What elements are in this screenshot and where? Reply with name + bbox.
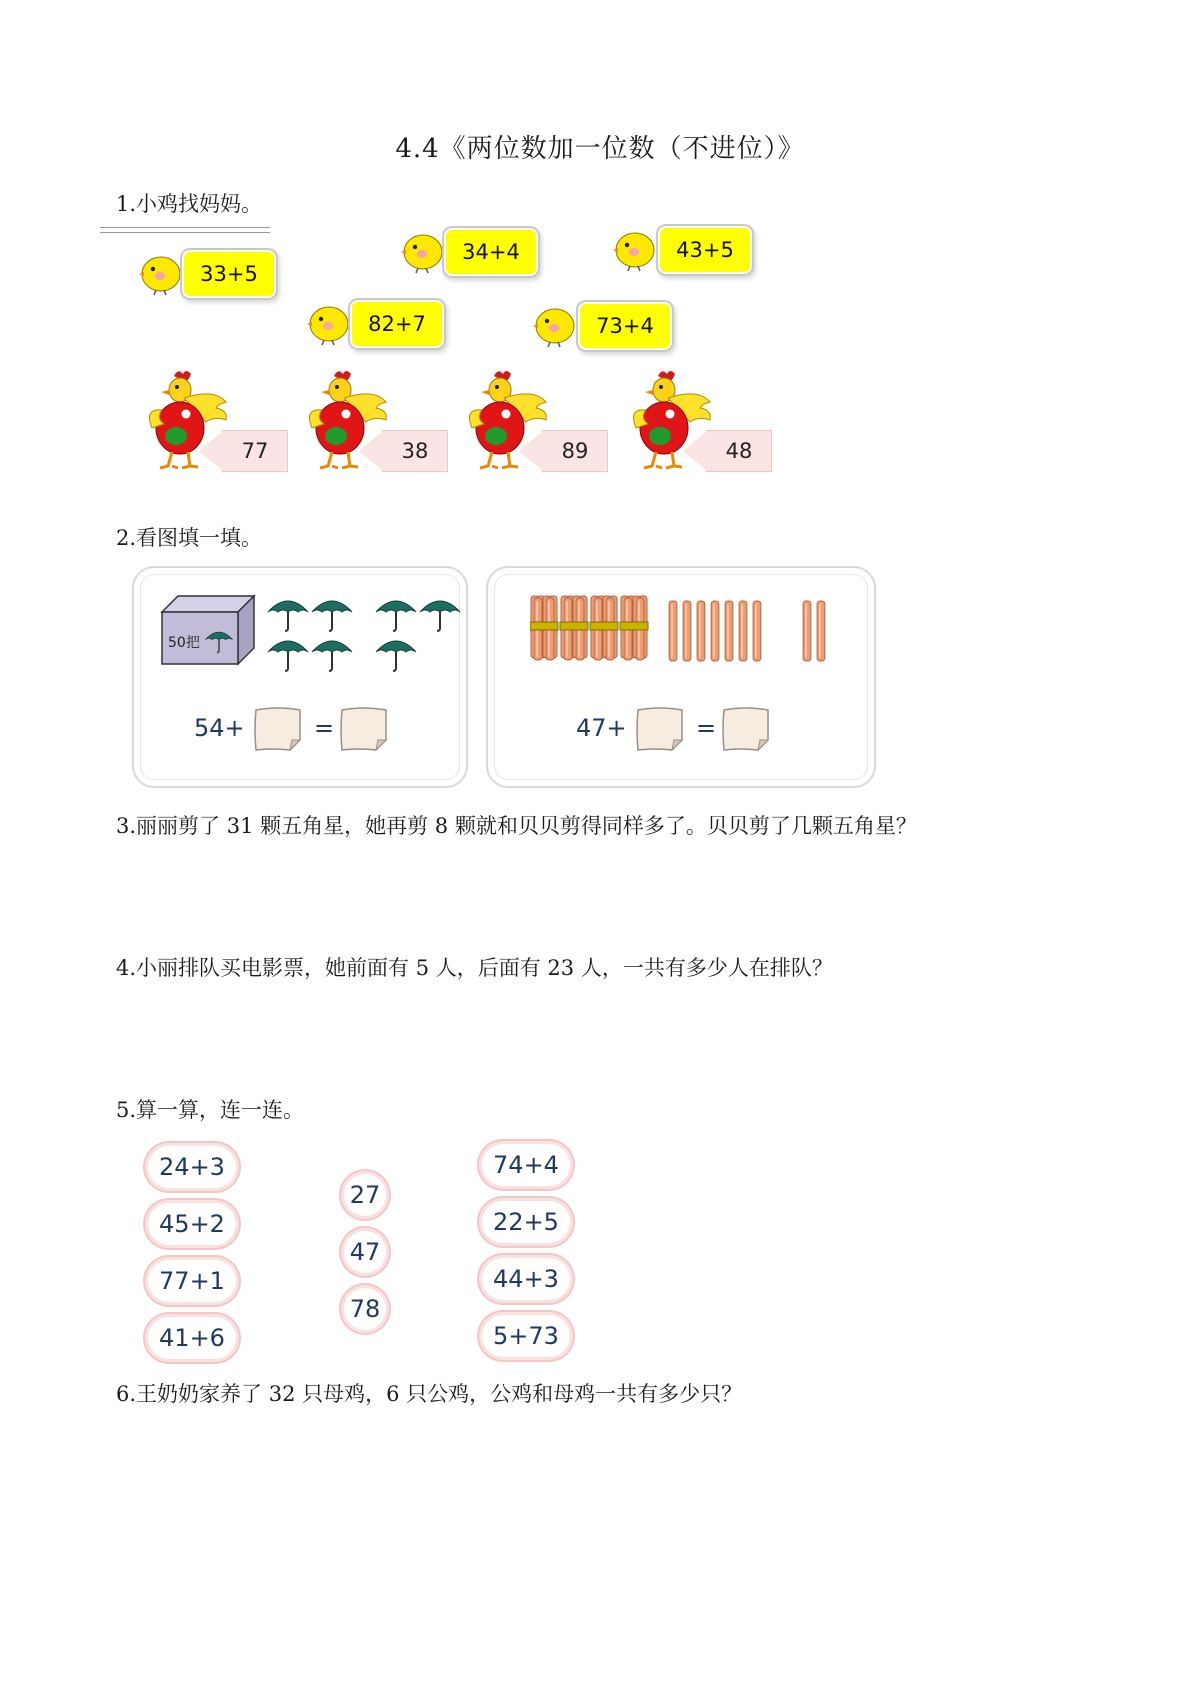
left-equation-1[interactable]: 24+3 [148, 1146, 236, 1188]
chick-icon [306, 300, 352, 346]
chick-equation-3: 43+5 [660, 228, 750, 272]
hen-number-4: 48 [706, 430, 772, 472]
equals-sign: = [314, 714, 335, 742]
answer-box[interactable] [720, 706, 772, 752]
chick-icon [612, 226, 658, 272]
equation-prefix: 47+ [576, 714, 627, 742]
answer-circle-1[interactable]: 27 [344, 1174, 386, 1216]
left-equation-3[interactable]: 77+1 [148, 1260, 236, 1302]
right-equation-1[interactable]: 74+4 [482, 1144, 570, 1186]
answer-circle-3[interactable]: 78 [344, 1288, 386, 1330]
question-4-text: 4.小丽排队买电影票，她前面有 5 人，后面有 23 人，一共有多少人在排队？ [116, 956, 833, 980]
right-equation-4[interactable]: 5+73 [482, 1315, 570, 1357]
umbrella-icon [418, 596, 462, 632]
umbrella-icon [374, 636, 418, 672]
right-equation-3[interactable]: 44+3 [482, 1258, 570, 1300]
hen-number-2: 38 [382, 430, 448, 472]
equation-prefix: 54+ [194, 714, 245, 742]
question-3-text: 3.丽丽剪了 31 颗五角星，她再剪 8 颗就和贝贝剪得同样多了。贝贝剪了几颗五角星？ [116, 814, 917, 838]
chick-equation-5: 73+4 [580, 304, 670, 348]
answer-box[interactable] [252, 706, 304, 752]
answer-box[interactable] [634, 706, 686, 752]
counting-sticks-icon [530, 594, 830, 668]
question-6-text: 6.王奶奶家养了 32 只母鸡，6 只公鸡，公鸡和母鸡一共有多少只？ [116, 1382, 743, 1406]
umbrella-box-icon [160, 594, 256, 666]
page-title: 4.4《两位数加一位数（不进位）》 [395, 134, 805, 164]
hen-number-3: 89 [542, 430, 608, 472]
question-2-label: 2.看图填一填。 [116, 526, 263, 550]
chick-equation-2: 34+4 [446, 230, 536, 274]
umbrella-icon [266, 596, 310, 632]
umbrella-icon [374, 596, 418, 632]
answer-box[interactable] [338, 706, 390, 752]
umbrella-icon [310, 596, 354, 632]
box-label: 50把 [168, 635, 200, 651]
double-underline [100, 227, 270, 233]
umbrella-icon [310, 636, 354, 672]
question-5-label: 5.算一算，连一连。 [116, 1098, 305, 1122]
left-equation-4[interactable]: 41+6 [148, 1317, 236, 1359]
left-equation-2[interactable]: 45+2 [148, 1203, 236, 1245]
chick-icon [400, 228, 446, 274]
answer-circle-2[interactable]: 47 [344, 1231, 386, 1273]
chick-equation-1: 33+5 [184, 252, 274, 296]
equals-sign: = [696, 714, 717, 742]
chick-equation-4: 82+7 [352, 302, 442, 346]
question-1-label: 1.小鸡找妈妈。 [116, 192, 263, 216]
umbrella-icon [266, 636, 310, 672]
hen-number-1: 77 [222, 430, 288, 472]
right-equation-2[interactable]: 22+5 [482, 1201, 570, 1243]
chick-icon [138, 250, 184, 296]
chick-icon [532, 302, 578, 348]
